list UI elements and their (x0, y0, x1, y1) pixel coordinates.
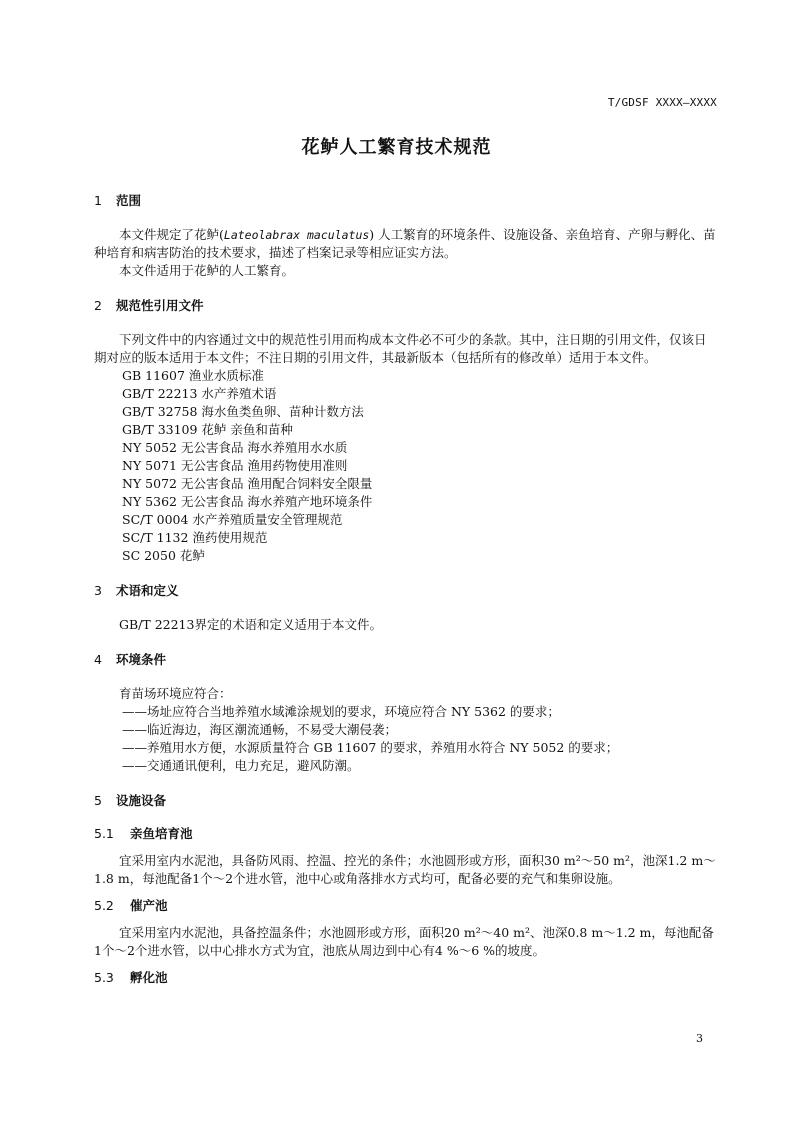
reference-item: GB/T 22213 水产养殖术语 (122, 386, 277, 401)
subsection-heading-5-1: 5.1 亲鱼培育池 (94, 826, 193, 841)
reference-item: GB 11607 渔业水质标准 (122, 368, 264, 383)
document-code: T/GDSF XXXX—XXXX (607, 96, 717, 109)
subsection-heading-5-2: 5.2 催产池 (94, 898, 168, 913)
section-3-paragraph: GB/T 22213界定的术语和定义适用于本文件。 (119, 617, 382, 632)
reference-item: SC 2050 花鲈 (122, 548, 205, 563)
reference-item: NY 5052 无公害食品 海水养殖用水水质 (122, 440, 348, 455)
requirement-list (94, 703, 718, 775)
latin-name: Lateolabrax maculatus (223, 228, 370, 242)
reference-item: NY 5072 无公害食品 渔用配合饲料安全限量 (122, 476, 373, 491)
list-item: ——养殖用水方便，水源质量符合 GB 11607 的要求，养殖用水符合 NY 5052 的要求； (122, 740, 619, 755)
page-number: 3 (696, 1032, 703, 1045)
section-heading-4: 4 环境条件 (94, 652, 167, 667)
reference-item: GB/T 32758 海水鱼类鱼卵、苗种计数方法 (122, 404, 364, 419)
subsection-5-2-paragraph: 宜采用室内水泥池，具备控温条件；水池圆形或方形，面积20 m²～40 m²、池深0.8 m～1.2 m，每池配备1个～2个进水管，以中心排水方式为宜，池底从周边到中心有4 %～6 %的坡度。 (94, 925, 714, 958)
reference-item: GB/T 33109 花鲈 亲鱼和苗种 (122, 422, 293, 437)
list-item: ——场址应符合当地养殖水域滩涂规划的要求，环境应符合 NY 5362 的要求； (122, 704, 560, 719)
section-2-intro: 下列文件中的内容通过文中的规范性引用而构成本文件必不可少的条款。其中，注日期的引用文件，仅该日期对应的版本适用于本文件；不注日期的引用文件，其最新版本（包括所有的修改单）适用于本文件。 (94, 332, 707, 365)
list-item: ——交通通讯便利，电力充足，避风防潮。 (122, 758, 360, 773)
section-heading-3: 3 术语和定义 (94, 583, 179, 598)
section-heading-5: 5 设施设备 (94, 793, 167, 808)
section-1-paragraph-2: 本文件适用于花鲈的人工繁育。 (119, 263, 295, 278)
subsection-heading-5-3: 5.3 孵化池 (94, 970, 168, 985)
reference-item: SC/T 1132 渔药使用规范 (122, 530, 268, 545)
reference-item: SC/T 0004 水产养殖质量安全管理规范 (122, 512, 343, 527)
reference-list (94, 367, 718, 565)
reference-item: NY 5071 无公害食品 渔用药物使用准则 (122, 458, 348, 473)
document-title: 花鲈人工繁育技术规范 (301, 137, 492, 158)
section-4-intro: 育苗场环境应符合： (119, 686, 232, 701)
reference-item: NY 5362 无公害食品 海水养殖产地环境条件 (122, 494, 373, 509)
section-heading-2: 2 规范性引用文件 (94, 298, 204, 313)
subsection-5-1-paragraph: 宜采用室内水泥池，具备防风雨、控温、控光的条件；水池圆形或方形，面积30 m²～50 m²，池深1.2 m～1.8 m，每池配备1个～2个进水管，池中心或角落排水方式均可，配备必要的充气和集卵设施。 (94, 853, 716, 886)
section-1-paragraph-1: 本文件规定了花鲈(Lateolabrax maculatus) 人工繁育的环境条件、设施设备、亲鱼培育、产卵与孵化、苗种培育和病害防治的技术要求，描述了档案记录等相应证实方法。 (94, 227, 716, 260)
document-body (94, 192, 718, 987)
list-item: ——临近海边，海区潮流通畅，不易受大潮侵袭； (122, 722, 398, 737)
section-heading-1: 1 范围 (94, 193, 142, 208)
